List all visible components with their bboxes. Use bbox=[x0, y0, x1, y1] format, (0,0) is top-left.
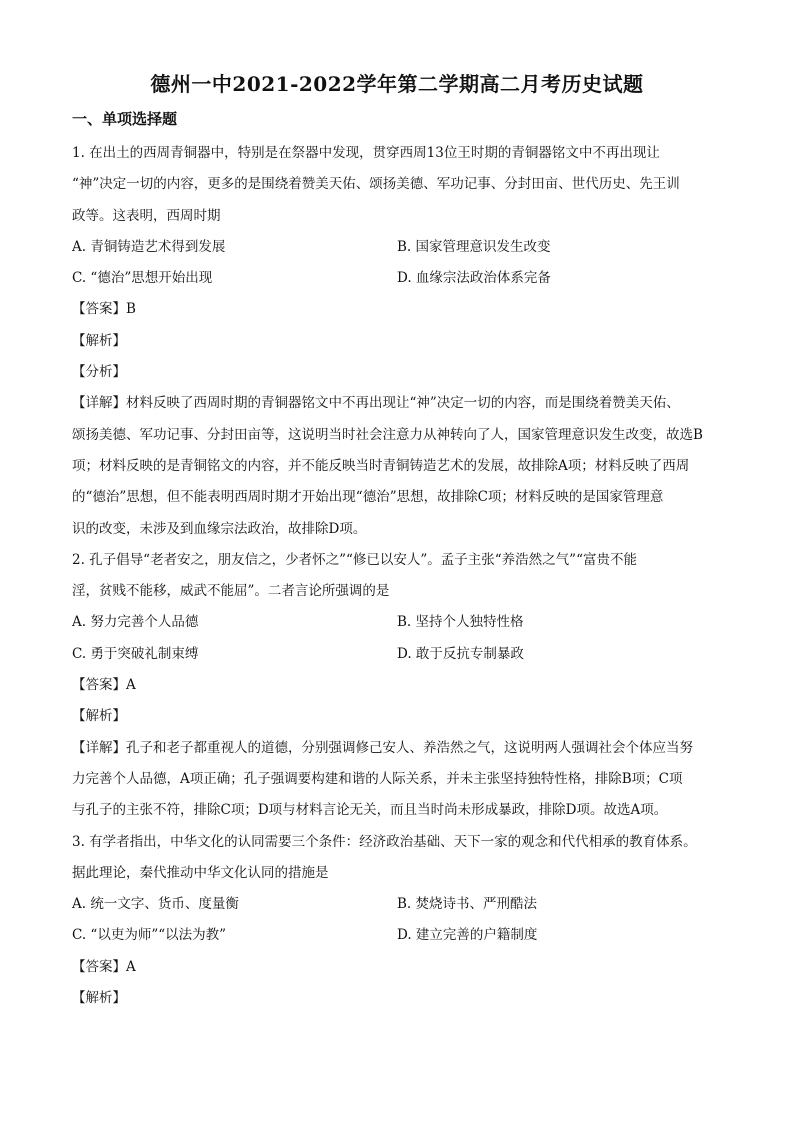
question-1-option-a: A. 青铜铸造艺术得到发展 bbox=[72, 238, 226, 255]
question-1 bbox=[72, 138, 724, 545]
question-3-option-a: A. 统一文字、货币、度量衡 bbox=[72, 896, 239, 913]
question-2-option-d: D. 敢于反抗专制暴政 bbox=[397, 645, 524, 662]
question-3-jiexi-label: 【解析】 bbox=[72, 990, 126, 1007]
question-3-option-b: B. 焚烧诗书、严刑酷法 bbox=[397, 896, 538, 913]
question-2-option-a: A. 努力完善个人品德 bbox=[72, 614, 199, 631]
question-1-answer: 【答案】B bbox=[72, 301, 136, 318]
question-2-detail-line-1: 【详解】孔子和老子都重视人的道德，分别强调修己安人、养浩然之气，这说明两人强调社会个体应当努 bbox=[72, 739, 693, 756]
question-1-detail-line-2: 颂扬美德、军功记事、分封田亩等，这说明当时社会注意力从神转向了人，国家管理意识发生改变，故选B bbox=[72, 426, 703, 443]
question-1-option-d: D. 血缘宗法政治体系完备 bbox=[397, 270, 551, 287]
page-title: 德州一中2021-2022学年第二学期高二月考历史试题 bbox=[150, 72, 644, 96]
question-1-options-row-1 bbox=[72, 232, 724, 263]
question-3-option-c: C. “以吏为师”“以法为教” bbox=[72, 927, 227, 944]
question-1-options-row-2 bbox=[72, 263, 724, 294]
question-1-detail-line-4: 的“德治”思想，但不能表明西周时期才开始出现“德治”思想，故排除C项；材料反映的是国家管理意 bbox=[72, 489, 664, 506]
question-1-option-c: C. “德治”思想开始出现 bbox=[72, 270, 213, 287]
question-1-line-2: “神”决定一切的内容，更多的是围绕着赞美天佑、颂扬美德、军功记事、分封田亩、世代历史、先王训 bbox=[72, 176, 680, 193]
question-2-detail-line-3: 与孔子的主张不符，排除C项；D项与材料言论无关，而且当时尚未形成暴政，排除D项。故选A项。 bbox=[72, 802, 668, 819]
question-1-jiexi-label: 【解析】 bbox=[72, 332, 126, 349]
question-3-line-1: 3. 有学者指出，中华文化的认同需要三个条件：经济政治基础、天下一家的观念和代代相承的教育体系。 bbox=[72, 833, 697, 850]
question-3-option-d: D. 建立完善的户籍制度 bbox=[397, 927, 538, 944]
question-1-line-3: 政等。这表明，西周时期 bbox=[72, 207, 221, 224]
question-1-detail-line-3: 项；材料反映的是青铜铭文的内容，并不能反映当时青铜铸造艺术的发展，故排除A项；材料反映了西周 bbox=[72, 457, 690, 474]
question-2-line-1: 2. 孔子倡导“老者安之，朋友信之，少者怀之”“修已以安人”。孟子主张“养浩然之气”“富贵不能 bbox=[72, 551, 637, 568]
question-3-options-row-1 bbox=[72, 889, 724, 920]
question-1-fenxi-label: 【分析】 bbox=[72, 364, 126, 381]
question-1-line-1: 1. 在出土的西周青铜器中，特别是在祭器中发现，贯穿西周13位王时期的青铜器铭文中不再出现让 bbox=[72, 145, 660, 161]
question-3 bbox=[72, 827, 724, 1015]
question-2-option-b: B. 坚持个人独特性格 bbox=[397, 614, 524, 631]
section-heading: 一、单项选择题 bbox=[72, 110, 178, 128]
question-2-line-2: 淫，贫贱不能移，威武不能屈”。二者言论所强调的是 bbox=[72, 583, 390, 600]
question-2-option-c: C. 勇于突破礼制束缚 bbox=[72, 645, 199, 662]
question-2-jiexi-label: 【解析】 bbox=[72, 708, 126, 725]
question-2-answer: 【答案】A bbox=[72, 677, 136, 694]
question-1-detail-line-1: 【详解】材料反映了西周时期的青铜器铭文中不再出现让“神”决定一切的内容，而是围绕着赞美天佑、 bbox=[72, 395, 680, 412]
question-2-options-row-2 bbox=[72, 639, 724, 670]
question-3-answer: 【答案】A bbox=[72, 958, 136, 975]
question-2 bbox=[72, 545, 724, 827]
question-3-options-row-2 bbox=[72, 920, 724, 951]
question-2-options-row-1 bbox=[72, 607, 724, 638]
question-3-line-2: 据此理论，秦代推动中华文化认同的措施是 bbox=[72, 864, 329, 881]
question-1-detail-line-5: 识的改变，未涉及到血缘宗法政治，故排除D项。 bbox=[72, 520, 367, 537]
question-2-detail-line-2: 力完善个人品德，A项正确；孔子强调要构建和谐的人际关系，并未主张坚持独特性格，排除B项；C项 bbox=[72, 770, 683, 787]
question-1-option-b: B. 国家管理意识发生改变 bbox=[397, 238, 551, 255]
content bbox=[72, 138, 724, 1014]
